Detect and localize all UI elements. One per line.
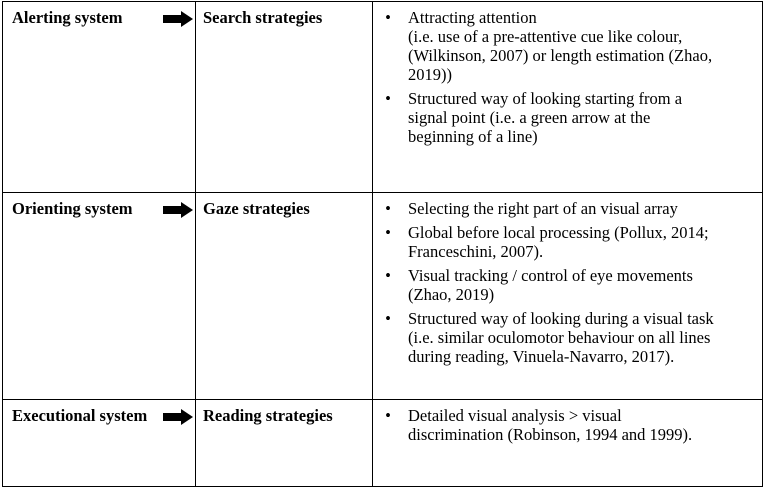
bullet-list: [373, 400, 762, 444]
list-item: [373, 89, 756, 146]
table-row: [3, 193, 763, 400]
list-item-line: Structured way of looking during a visual task: [408, 309, 714, 328]
bullet-list: [373, 2, 762, 146]
list-item-line: discrimination (Robinson, 1994 and 1999).: [408, 425, 693, 444]
strategy-cell: [196, 193, 373, 400]
points-cell: [373, 193, 763, 400]
list-item-line: 2019)): [408, 65, 452, 84]
list-item: [373, 406, 756, 444]
bullet-icon: •: [385, 89, 391, 108]
list-item-line: (Wilkinson, 2007) or length estimation (Zhao,: [408, 46, 713, 65]
system-name: Executional system: [12, 406, 148, 425]
system-name: Orienting system: [12, 199, 133, 218]
points-cell: [373, 400, 763, 487]
system-cell: [3, 2, 196, 193]
strategy-name: Reading strategies: [203, 406, 333, 425]
bullet-icon: •: [385, 266, 391, 285]
list-item-line: (i.e. use of a pre-attentive cue like colour,: [408, 27, 683, 46]
bullet-icon: •: [385, 223, 391, 242]
table-row: [3, 400, 763, 487]
strategy-name: Gaze strategies: [203, 199, 310, 218]
strategy-cell: [196, 2, 373, 193]
list-item-line: (i.e. similar oculomotor behaviour on all lines: [408, 328, 711, 347]
system-name: Alerting system: [12, 8, 123, 27]
right-arrow-icon: [163, 11, 193, 27]
bullet-icon: •: [385, 309, 391, 328]
bullet-list: [373, 193, 762, 366]
list-item-line: Franceschini, 2007).: [408, 242, 544, 261]
strategy-cell: [196, 400, 373, 487]
table-row: [3, 2, 763, 193]
strategies-table: [2, 1, 763, 487]
points-cell: [373, 2, 763, 193]
bullet-icon: •: [385, 406, 391, 425]
list-item-line: Global before local processing (Pollux, 2014;: [408, 223, 709, 242]
list-item-line: signal point (i.e. a green arrow at the: [408, 108, 651, 127]
list-item-line: during reading, Vinuela-Navarro, 2017).: [408, 347, 675, 366]
list-item-line: Detailed visual analysis > visual: [408, 406, 622, 425]
list-item: [373, 8, 756, 84]
bullet-icon: •: [385, 8, 391, 27]
list-item: [373, 309, 756, 366]
list-item-line: Selecting the right part of an visual array: [408, 199, 678, 218]
list-item: [373, 223, 756, 261]
system-cell: [3, 193, 196, 400]
strategy-name: Search strategies: [203, 8, 323, 27]
list-item-line: Visual tracking / control of eye movements: [408, 266, 693, 285]
bullet-icon: •: [385, 199, 391, 218]
list-item: [373, 199, 756, 218]
list-item-line: Structured way of looking starting from a: [408, 89, 683, 108]
list-item: [373, 266, 756, 304]
right-arrow-icon: [163, 409, 193, 425]
list-item-line: Attracting attention: [408, 8, 537, 27]
list-item-line: beginning of a line): [408, 127, 538, 146]
list-item-line: (Zhao, 2019): [408, 285, 495, 304]
right-arrow-icon: [163, 202, 193, 218]
system-cell: [3, 400, 196, 487]
